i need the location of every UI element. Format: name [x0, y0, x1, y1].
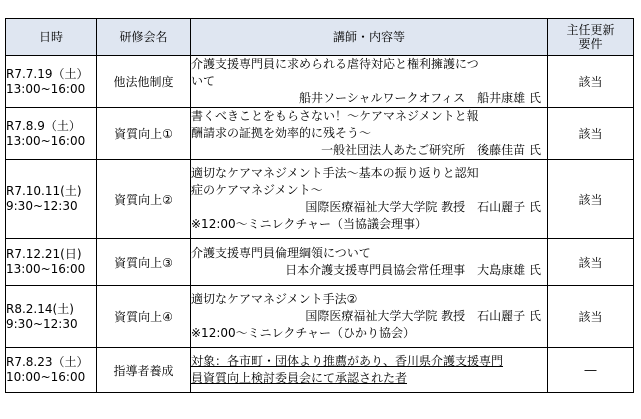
- date-time: 10:00~16:00: [6, 370, 86, 384]
- date-time: 13:00~16:00: [6, 81, 86, 96]
- date-day: R7.7.19（土）: [6, 66, 89, 81]
- date-day: R7.8.23（土）: [6, 355, 89, 369]
- header-requirement: [548, 19, 634, 56]
- training-name-cell: 資質向上①: [97, 108, 191, 160]
- content-line: いて: [191, 74, 216, 88]
- mini-lecture-note: ※12:00～ミニレクチャー（ひかり協会）: [191, 326, 416, 340]
- lecturer-line: 一般社団法人あたご研究所 後藤佳苗 氏: [321, 143, 541, 157]
- content-line: 適切なケアマネジメント手法②: [191, 292, 358, 306]
- header-requirement-line2: 要件: [578, 37, 603, 51]
- content-line: 介護支援専門員倫理綱領について: [191, 246, 371, 260]
- requirement-cell: 該当: [548, 160, 634, 239]
- header-row: [6, 19, 634, 56]
- mini-lecture-note: ※12:00～ミニレクチャー（当協議会理事）: [191, 217, 428, 231]
- date-cell: [6, 108, 97, 160]
- table-row: [6, 108, 634, 160]
- table-row: [6, 160, 634, 239]
- content-cell: [191, 348, 548, 393]
- lecturer-line: 国際医療福祉大学大学院 教授 石山麗子 氏: [305, 309, 541, 323]
- requirement-cell: 該当: [548, 108, 634, 160]
- content-line: 書くべきことをもらさない！～ケアマネジメントと報: [191, 109, 479, 123]
- requirement-cell: ―: [548, 348, 634, 393]
- table-row: [6, 286, 634, 348]
- date-time: 9:30~12:30: [6, 316, 78, 331]
- requirement-cell: 該当: [548, 239, 634, 286]
- date-day: R7.8.9（土）: [6, 118, 81, 133]
- header-training-name: 研修会名: [97, 19, 191, 56]
- table-row: [6, 239, 634, 286]
- content-cell: [191, 56, 548, 108]
- requirement-cell: 該当: [548, 286, 634, 348]
- date-cell: [6, 239, 97, 286]
- date-day: R7.10.11(土): [6, 184, 82, 198]
- header-content: 講師・内容等: [191, 19, 548, 56]
- date-cell: [6, 348, 97, 393]
- date-time: 13:00~16:00: [6, 133, 86, 148]
- lecturer-line: 日本介護支援専門員協会常任理事 大島康雄 氏: [285, 263, 541, 277]
- lecturer-line: 船井ソーシャルワークオフィス 船井康雄 氏: [298, 91, 541, 105]
- date-cell: [6, 160, 97, 239]
- content-cell: [191, 160, 548, 239]
- lecturer-line: 国際医療福祉大学大学院 教授 石山麗子 氏: [305, 200, 541, 214]
- content-line: 症のケアマネジメント～: [191, 183, 323, 197]
- date-time: 13:00~16:00: [6, 262, 86, 276]
- date-day: R8.2.14(土): [6, 301, 74, 316]
- table-row: [6, 56, 634, 108]
- target-note-line: 対象：各市町・団体より推薦があり、香川県介護支援専門: [191, 354, 504, 368]
- table-row: [6, 348, 634, 393]
- date-cell: [6, 56, 97, 108]
- training-name-cell: 資質向上③: [97, 239, 191, 286]
- date-time: 9:30~12:30: [6, 199, 78, 213]
- training-name-cell: 資質向上②: [97, 160, 191, 239]
- content-cell: [191, 239, 548, 286]
- training-name-cell: 他法他制度: [97, 56, 191, 108]
- requirement-cell: 該当: [548, 56, 634, 108]
- content-cell: [191, 286, 548, 348]
- date-cell: [6, 286, 97, 348]
- target-note-line: 員資質向上検討委員会にて承認された者: [191, 371, 408, 385]
- content-line: 適切なケアマネジメント手法～基本の振り返りと認知: [191, 166, 479, 180]
- content-line: 酬請求の証拠を効率的に残そう～: [191, 126, 372, 140]
- training-schedule-table: [5, 18, 634, 393]
- content-line: 介護支援専門員に求められる虐待対応と権利擁護につ: [191, 57, 479, 71]
- header-date: 日時: [6, 19, 97, 56]
- content-cell: [191, 108, 548, 160]
- training-name-cell: 指導者養成: [97, 348, 191, 393]
- training-name-cell: 資質向上④: [97, 286, 191, 348]
- date-day: R7.12.21(日): [6, 247, 82, 261]
- header-requirement-line1: 主任更新: [566, 23, 615, 37]
